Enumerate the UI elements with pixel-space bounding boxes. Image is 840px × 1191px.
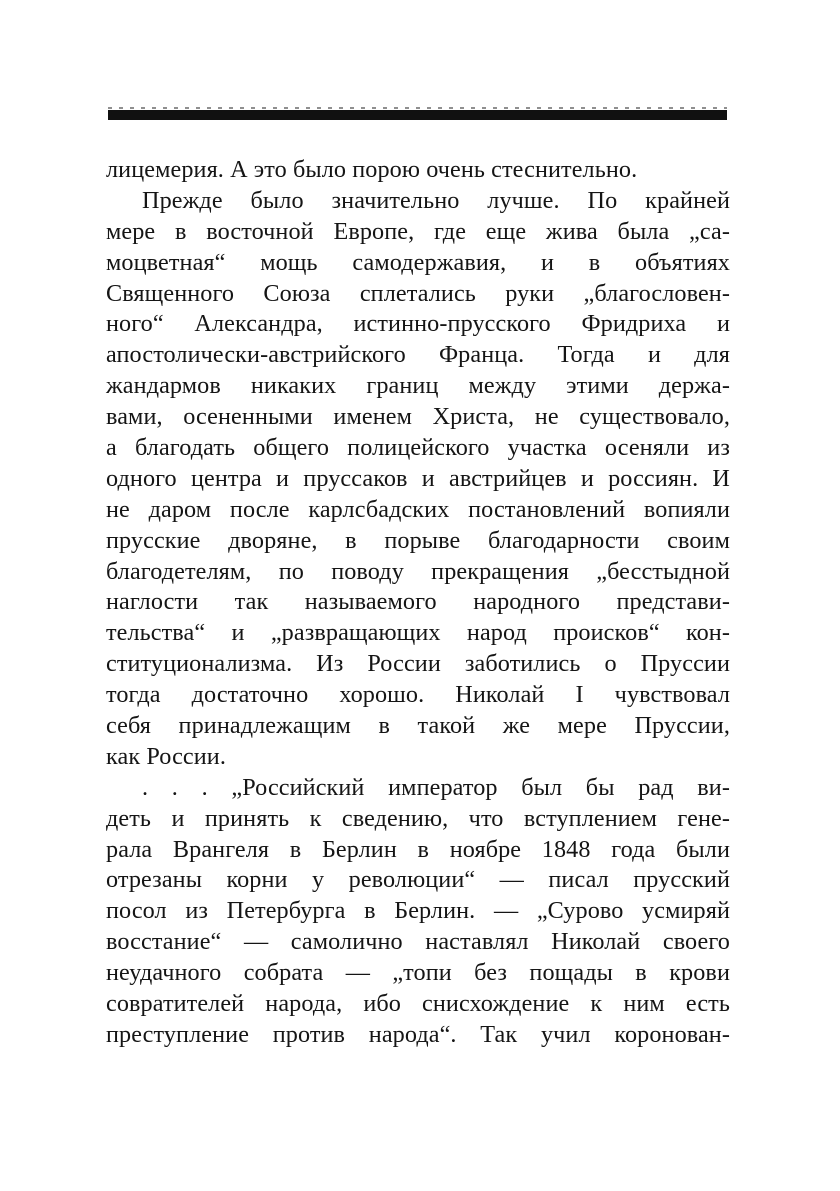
text-line: а благодать общего полицейского участка осеняли из [106, 434, 730, 462]
text-line: деть и принять к сведению, что вступлением гене- [106, 804, 730, 832]
text-line: тельства“ и „развращающих народ происков“ кон- [106, 619, 730, 647]
text-line: наглости так называемого народного представи- [106, 588, 730, 616]
text-line: лицемерия. А это было порою очень стеснительно. [106, 156, 638, 183]
text-line: ного“ Александра, истинно-прусского Фридриха и [106, 310, 730, 338]
header-rule [108, 110, 727, 120]
text-line: себя принадлежащим в такой же мере Пруссии, [106, 712, 730, 740]
text-line: рала Врангеля в Берлин в ноябре 1848 года были [106, 835, 730, 863]
text-line: Прежде было значительно лучше. По крайней [142, 186, 730, 214]
text-line: . . . „Российский император был бы рад ви- [142, 773, 730, 801]
text-line: одного центра и пруссаков и австрийцев и россиян. И [106, 464, 730, 492]
text-line: вами, осененными именем Христа, не существовало, [106, 403, 730, 431]
text-line: апостолически-австрийского Франца. Тогда и для [106, 341, 730, 369]
text-line: преступление против народа“. Так учил коронован- [106, 1020, 730, 1048]
text-line: как России. [106, 742, 226, 770]
text-line: тогда достаточно хорошо. Николай I чувствовал [106, 681, 730, 709]
text-line: совратителей народа, ибо снисхождение к ним есть [106, 990, 730, 1018]
text-line: Священного Союза сплетались руки „благословен- [106, 279, 730, 307]
text-line: мере в восточной Европе, где еще жива была „са- [106, 217, 730, 245]
text-line: жандармов никаких границ между этими держа- [106, 372, 730, 400]
text-line: не даром после карлсбадских постановлений вопияли [106, 495, 730, 523]
text-line: отрезаны корни у революции“ — писал прусский [106, 866, 730, 894]
text-line: посол из Петербурга в Берлин. — „Сурово усмиряй [106, 897, 730, 925]
text-line: восстание“ — самолично наставлял Николай своего [106, 928, 730, 956]
text-line: моцветная“ мощь самодержавия, и в объятиях [106, 248, 730, 276]
body-text [106, 155, 730, 1051]
text-line: неудачного собрата — „топи без пощады в крови [106, 959, 730, 987]
text-line: ституционализма. Из России заботились о Пруссии [106, 650, 730, 678]
text-line: прусские дворяне, в порыве благодарности своим [106, 526, 730, 554]
text-line: благодетелям, по поводу прекращения „бесстыдной [106, 557, 730, 585]
